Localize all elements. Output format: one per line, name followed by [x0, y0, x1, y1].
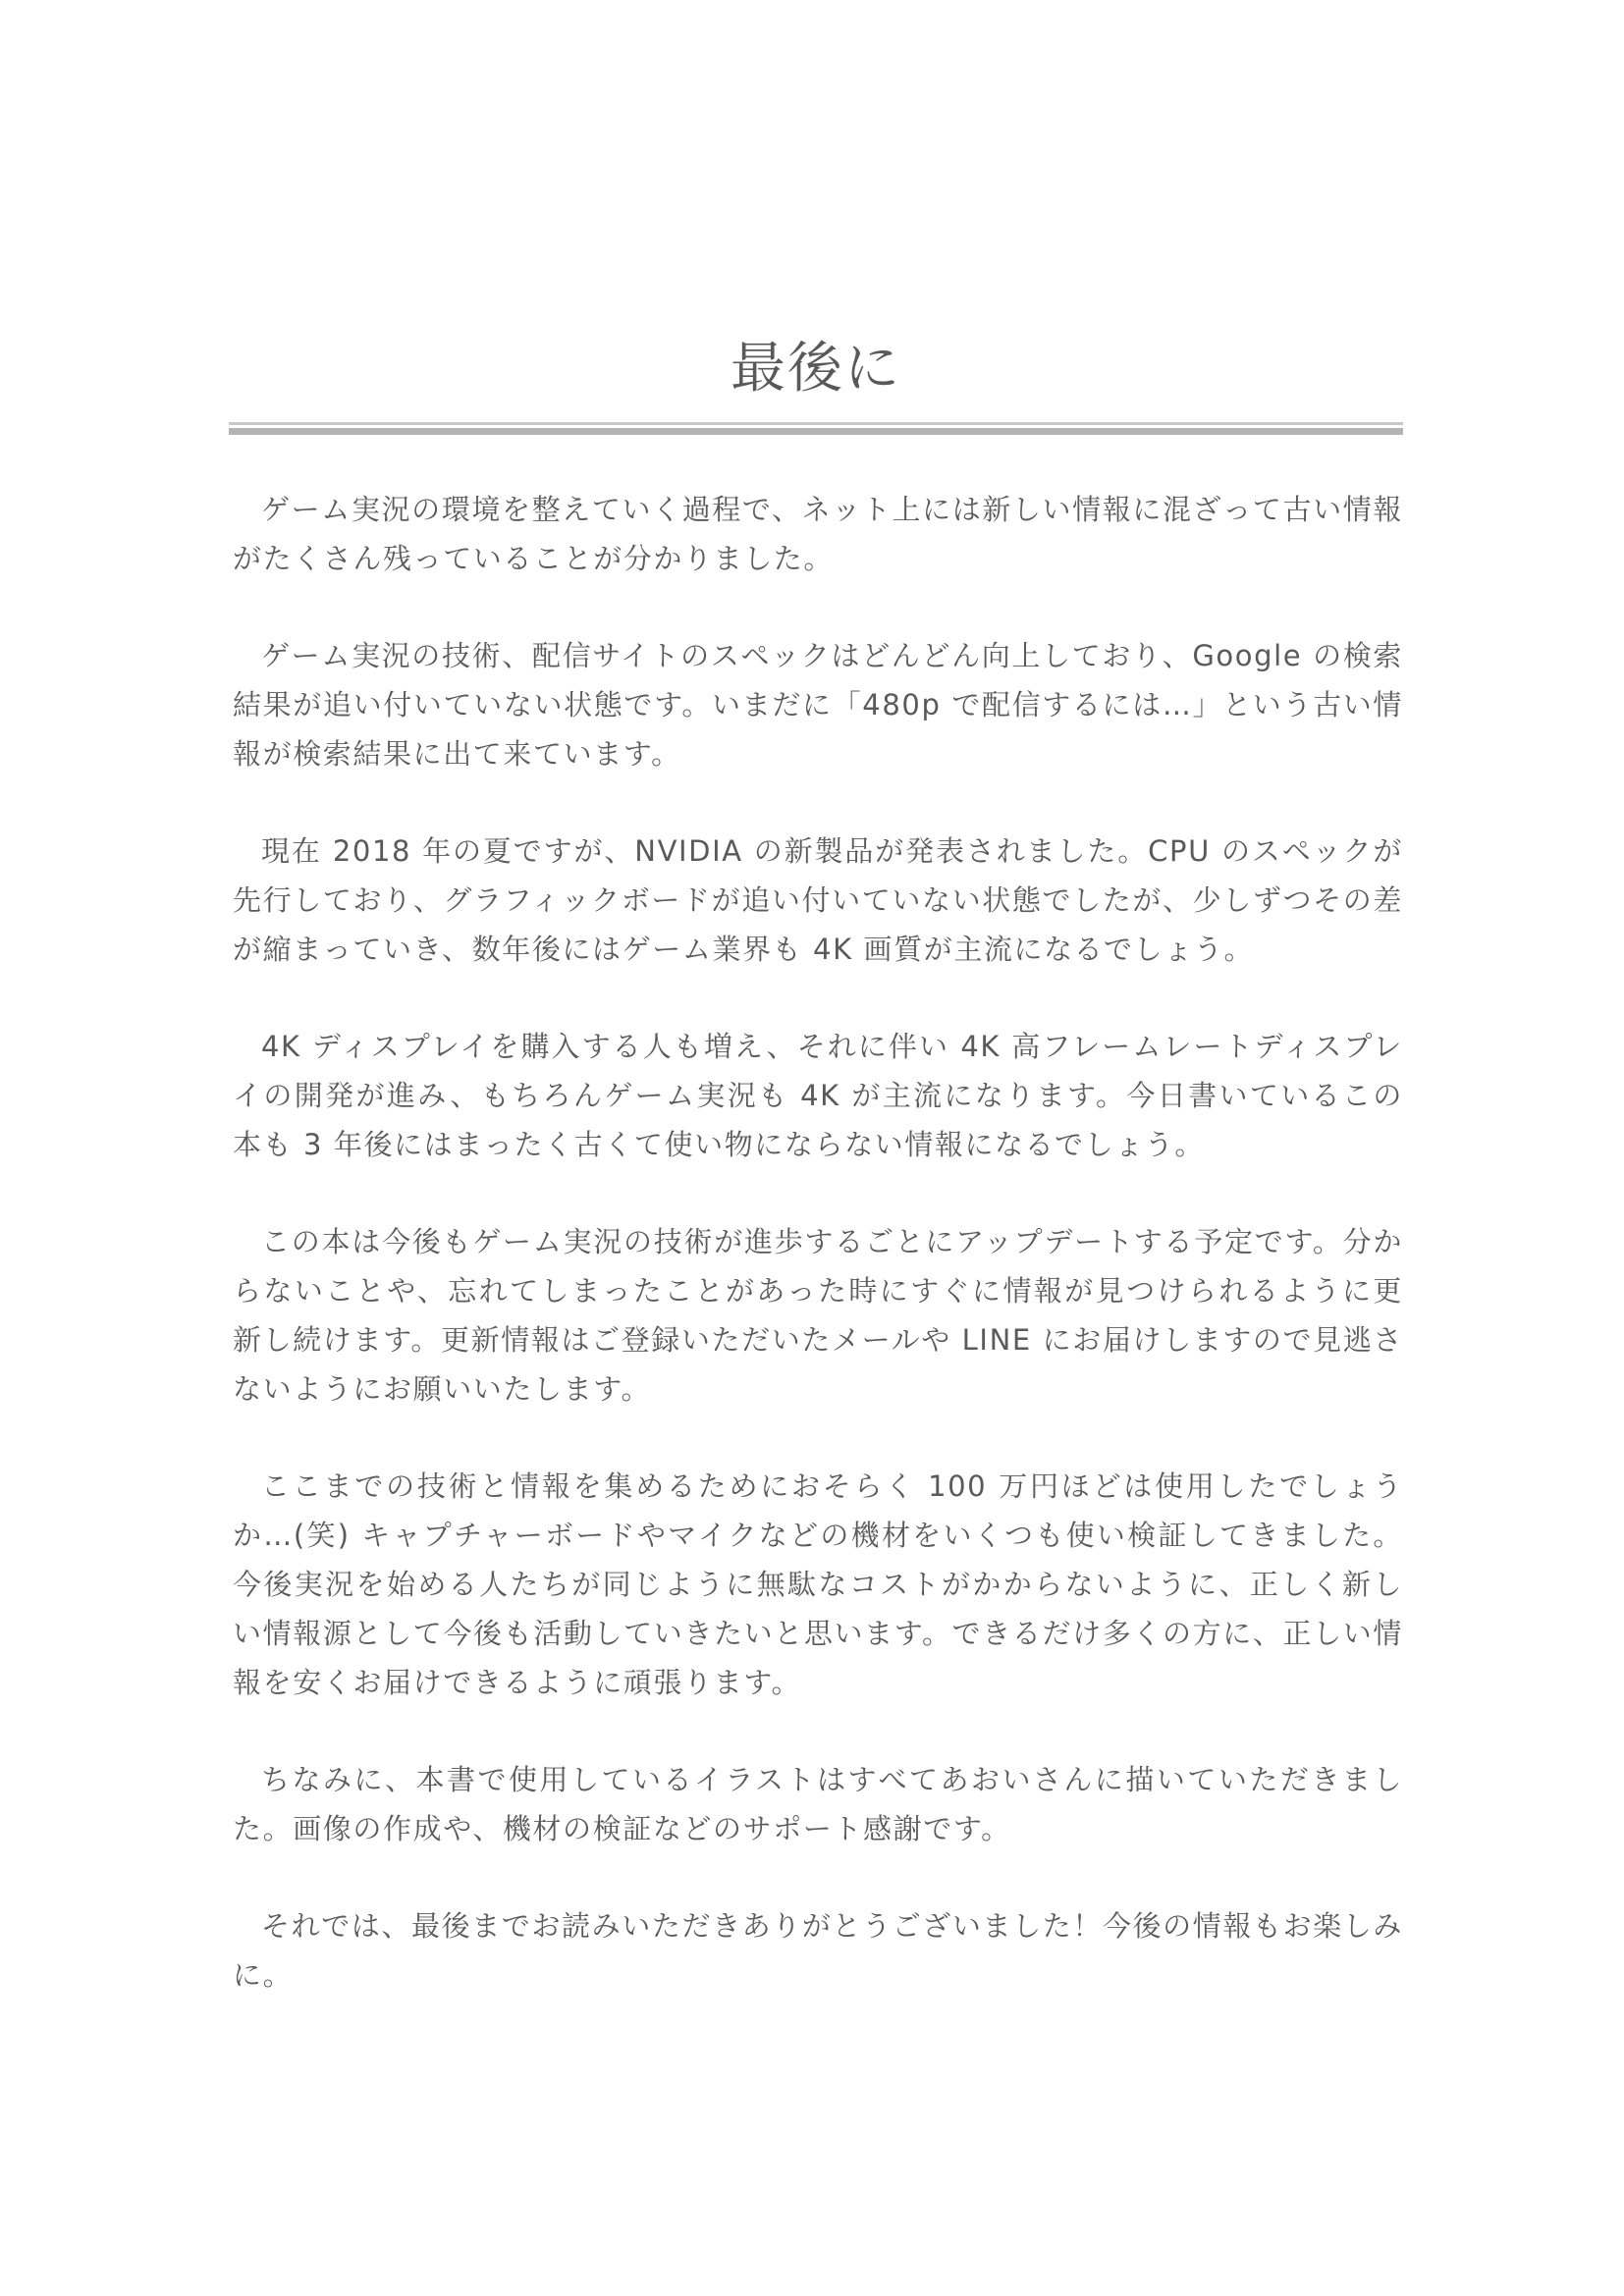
paragraph: この本は今後もゲーム実況の技術が進歩するごとにアップデートする予定です。分からないことや、忘れてしまったことがあった時にすぐに情報が見つけられるように更新し続けます。更新情報はご登録いただいたメールや LINE にお届けしますので見逃さないようにお願いいたします。 [233, 1225, 1403, 1406]
title-underline-thin [229, 422, 1403, 425]
paragraph: 4K ディスプレイを購入する人も増え、それに伴い 4K 高フレームレートディスプレイの開発が進み、もちろんゲーム実況も 4K が主流になります。今日書いているこの本も 3 年後にはまったく古くて使い物にならない情報になるでしょう。 [233, 1030, 1403, 1161]
paragraph: 現在 2018 年の夏ですが、NVIDIA の新製品が発表されました。CPU のスペックが先行しており、グラフィックボードが追い付いていない状態でしたが、少しずつその差が縮まっていき、数年後にはゲーム業界も 4K 画質が主流になるでしょう。 [233, 834, 1403, 966]
paragraph: ちなみに、本書で使用しているイラストはすべてあおいさんに描いていただきました。画像の作成や、機材の検証などのサポート感謝です。 [233, 1763, 1403, 1845]
paragraph: ゲーム実況の環境を整えていく過程で、ネット上には新しい情報に混ざって古い情報がたくさん残っていることが分かりました。 [233, 493, 1403, 575]
paragraph: ここまでの技術と情報を集めるためにおそらく 100 万円ほどは使用したでしょうか…(笑) キャプチャーボードやマイクなどの機材をいくつも使い検証してきました。今後実況を始める人たちが同じように無駄なコストがかからないように、正しく新しい情報源として今後も活動していきたいと思います。できるだけ多くの方に、正しい情報を安くお届けできるように頑張ります。 [233, 1469, 1403, 1699]
title-underline-thick [229, 428, 1403, 435]
page-title: 最後に [731, 337, 901, 400]
body-text [233, 485, 1403, 2048]
paragraph: それでは、最後までお読みいただきありがとうございました！今後の情報もお楽しみに。 [233, 1909, 1403, 1992]
paragraph: ゲーム実況の技術、配信サイトのスペックはどんどん向上しており、Google の検索結果が追い付いていない状態です。いまだに「480p で配信するには…」という古い情報が検索結果に出て来ています。 [233, 639, 1403, 771]
